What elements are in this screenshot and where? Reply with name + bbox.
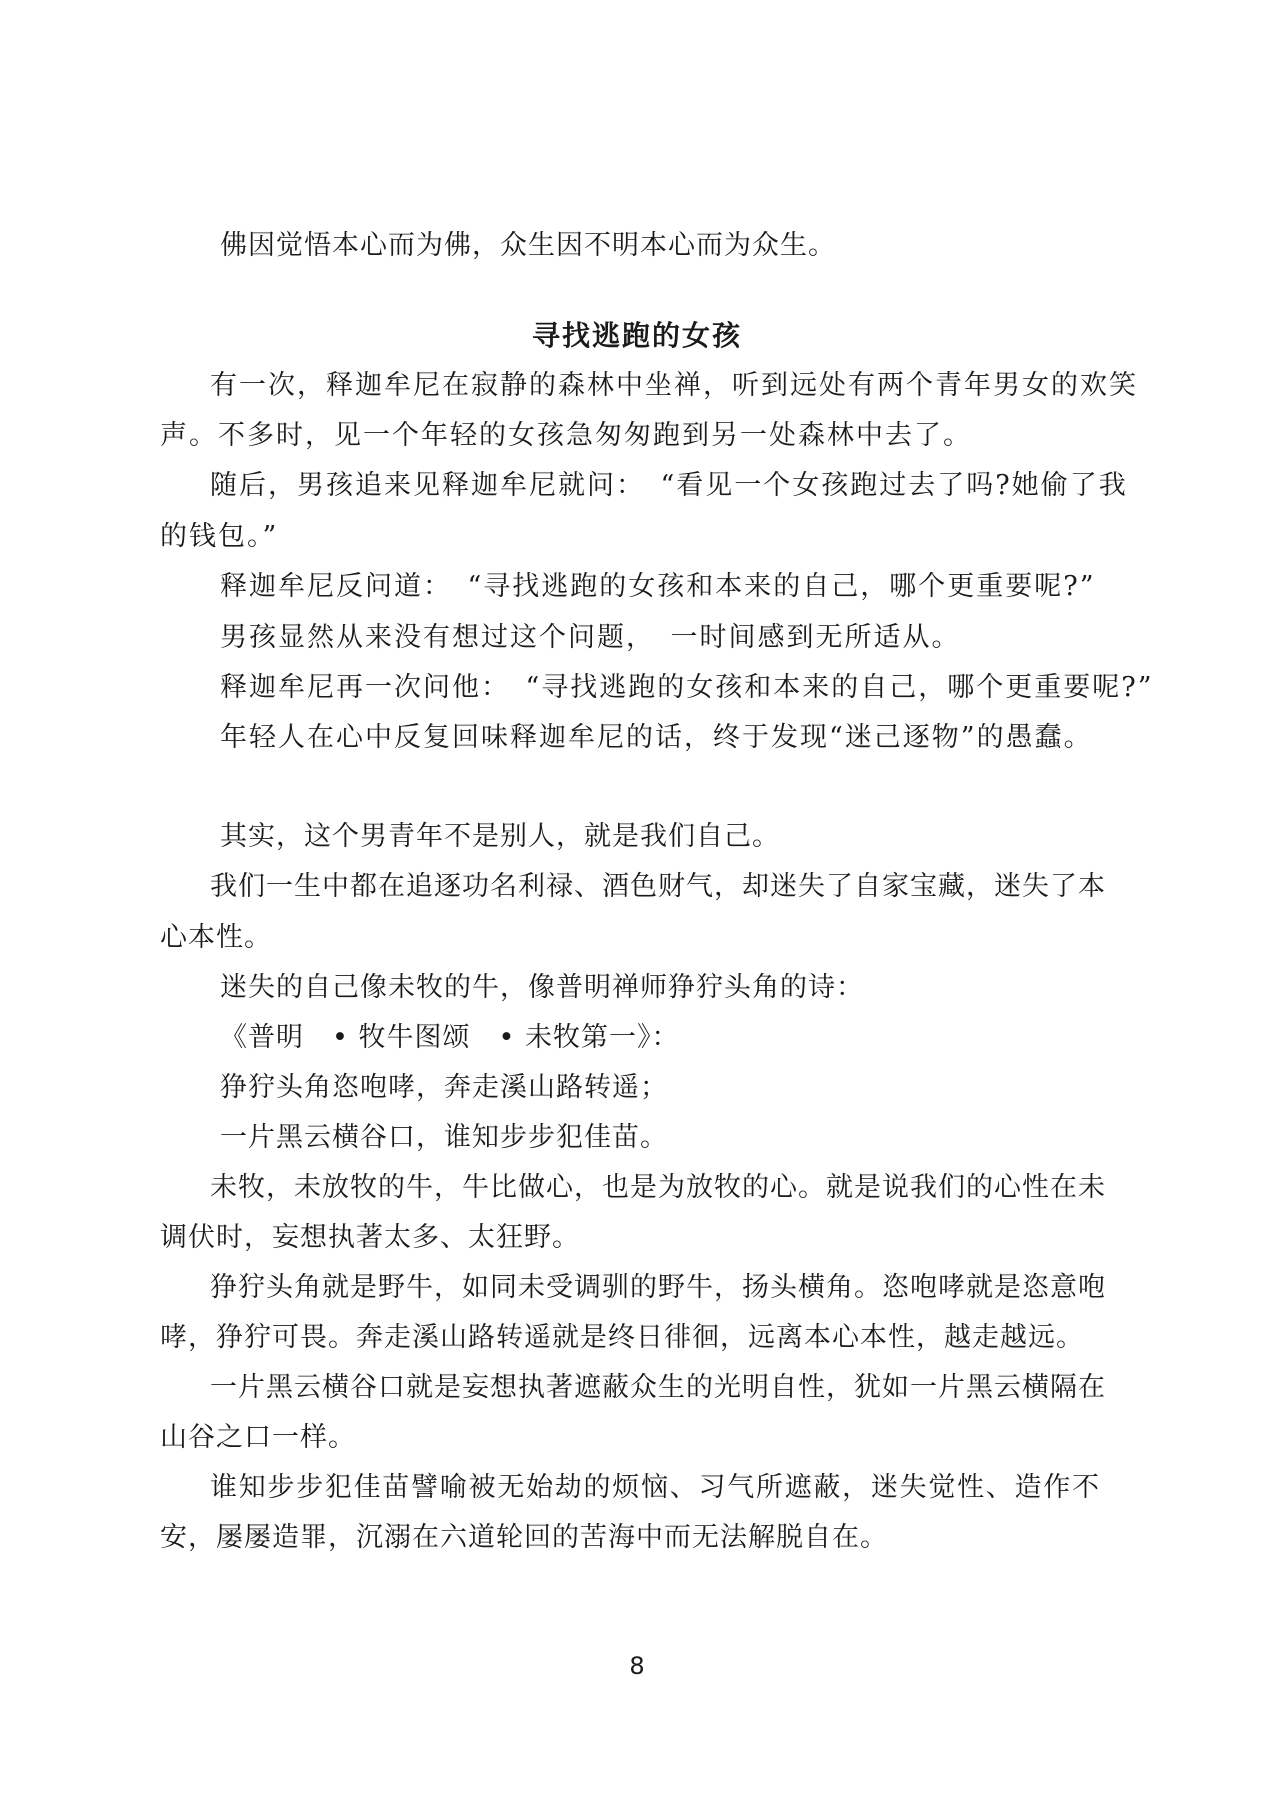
commentary-line: 未牧，未放牧的牛，牛比做心，也是为放牧的心。就是说我们的心性在未	[210, 1172, 1106, 1203]
page-number: 8	[629, 1652, 645, 1680]
commentary-line: 一片黑云横谷口就是妄想执著遮蔽众生的光明自性，犹如一片黑云横隔在	[210, 1372, 1106, 1403]
story-line: 释迦牟尼反问道： “寻找逃跑的女孩和本来的自己，哪个更重要呢?”	[220, 571, 1096, 602]
poem-line: 狰狞头角恣咆哮，奔走溪山路转遥；	[220, 1072, 668, 1103]
commentary-line: 山谷之口一样。	[160, 1422, 356, 1453]
commentary-line: 安，屡屡造罪，沉溺在六道轮回的苦海中而无法解脱自在。	[160, 1522, 888, 1553]
commentary-line: 心本性。	[160, 922, 272, 953]
story-line: 的钱包。”	[160, 521, 279, 552]
story-line: 男孩显然从来没有想过这个问题， 一时间感到无所适从。	[220, 622, 961, 653]
poem-title: 《普明 • 牧牛图颂 • 未牧第一》：	[220, 1022, 680, 1053]
story-line: 有一次，释迦牟尼在寂静的森林中坐禅，听到远处有两个青年男女的欢笑	[210, 370, 1138, 401]
poem-line: 一片黑云横谷口，谁知步步犯佳苗。	[220, 1122, 668, 1153]
story-line: 随后，男孩追来见释迦牟尼就问： “看见一个女孩跑过去了吗?她偷了我	[210, 470, 1128, 501]
commentary-line: 谁知步步犯佳苗譬喻被无始劫的烦恼、习气所遮蔽，迷失觉性、造作不	[210, 1472, 1100, 1503]
story-line: 释迦牟尼再一次问他： “寻找逃跑的女孩和本来的自己，哪个更重要呢?”	[220, 672, 1154, 703]
commentary-line: 其实，这个男青年不是别人，就是我们自己。	[220, 821, 780, 852]
commentary-line: 狰狞头角就是野牛，如同未受调驯的野牛，扬头横角。恣咆哮就是恣意咆	[210, 1272, 1106, 1303]
commentary-line: 调伏时，妄想执著太多、太狂野。	[160, 1222, 580, 1253]
commentary-line: 哮，狰狞可畏。奔走溪山路转遥就是终日徘徊，远离本心本性，越走越远。	[160, 1322, 1084, 1353]
story-line: 年轻人在心中反复回味释迦牟尼的话，终于发现“迷己逐物”的愚蠢。	[220, 722, 1093, 753]
section-title: 寻找逃跑的女孩	[531, 319, 742, 352]
commentary-line: 迷失的自己像未牧的牛，像普明禅师狰狞头角的诗：	[220, 972, 864, 1003]
commentary-line: 我们一生中都在追逐功名利禄、酒色财气，却迷失了自家宝藏，迷失了本	[210, 871, 1106, 902]
intro-paragraph: 佛因觉悟本心而为佛，众生因不明本心而为众生。	[220, 230, 836, 261]
story-line: 声。不多时，见一个年轻的女孩急匆匆跑到另一处森林中去了。	[160, 420, 972, 451]
